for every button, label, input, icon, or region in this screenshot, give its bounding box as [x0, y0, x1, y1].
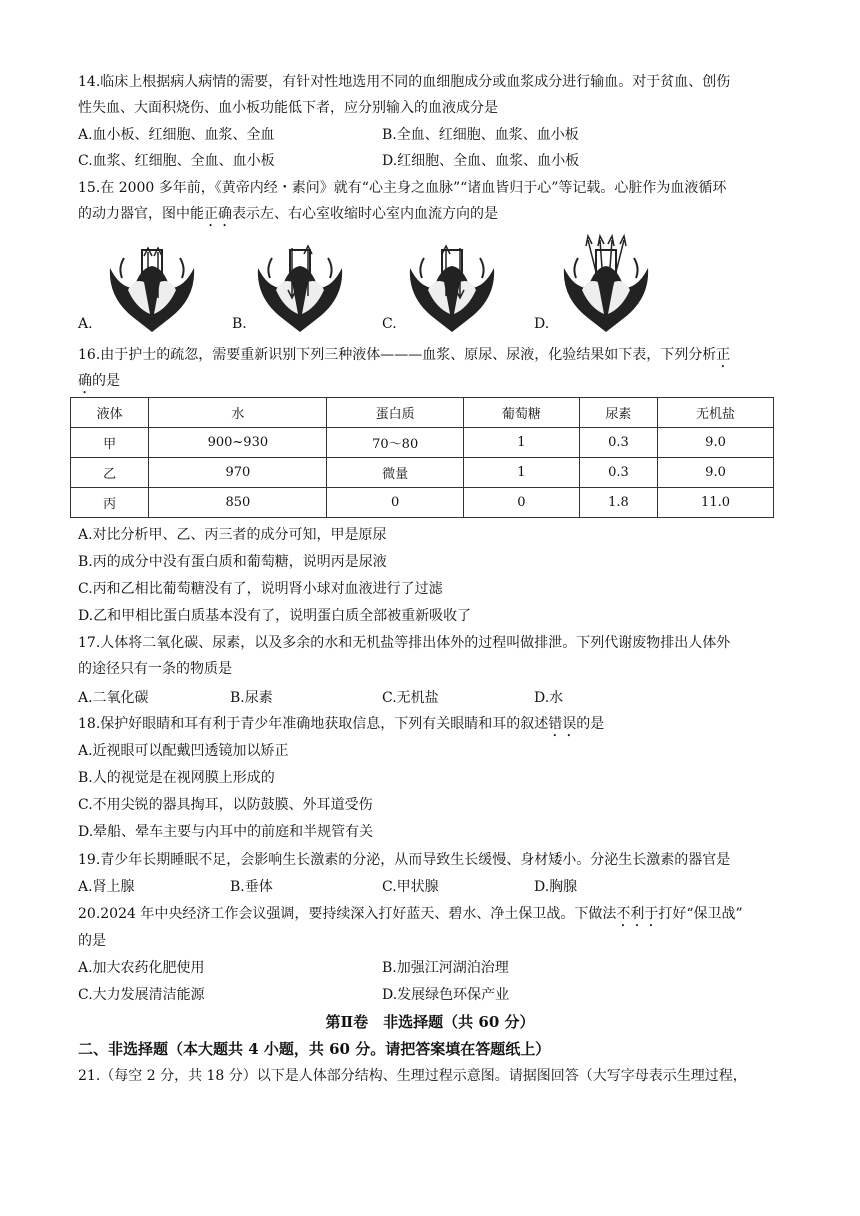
heart-diagram-b	[252, 238, 348, 334]
part2-heading: 二、非选择题（本大题共 4 小题，共 60 分。请把答案填在答题纸上）	[78, 1040, 551, 1058]
heart-diagram-c	[404, 238, 500, 334]
result-table	[70, 397, 774, 518]
figure-label-c: C.	[382, 316, 397, 332]
table-header-cell: 葡萄糖	[463, 398, 579, 428]
table-cell: 11.0	[658, 488, 774, 518]
part2-title: 第Ⅱ卷 非选择题（共 60 分）	[325, 1013, 535, 1031]
table-cell: 9.0	[658, 428, 774, 458]
table-row	[71, 428, 774, 458]
q14-stem-line2: 性失血、大面积烧伤、血小板功能低下者，应分别输入的血液成分是	[78, 100, 498, 116]
table-cell: 0	[327, 488, 463, 518]
q18-option-d: D.晕船、晕车主要与内耳中的前庭和半规管有关	[78, 824, 374, 840]
table-header-cell: 蛋白质	[327, 398, 463, 428]
table-cell: 850	[149, 488, 327, 518]
q18-option-c: C.不用尖锐的器具掏耳，以防鼓膜、外耳道受伤	[78, 797, 373, 813]
table-row	[71, 488, 774, 518]
table-row	[71, 458, 774, 488]
q16-option-d: D.乙和甲相比蛋白质基本没有了，说明蛋白质全部被重新吸收了	[78, 608, 472, 624]
q20-option-a: A.加大农药化肥使用	[78, 960, 205, 976]
q19-option-b: B.垂体	[230, 879, 273, 895]
table-cell: 1.8	[579, 488, 657, 518]
q17-stem-line2: 的途径只有一条的物质是	[78, 661, 232, 677]
emphasis-text: 不利于	[616, 906, 659, 922]
q20-stem-line2: 的是	[78, 933, 106, 949]
q19-option-a: A.肾上腺	[78, 879, 135, 895]
table-header-cell: 水	[149, 398, 327, 428]
q18-stem: 18.保护好眼睛和耳有利于青少年准确地获取信息，下列有关眼睛和耳的叙述错误的是	[78, 716, 605, 732]
q16-option-a: A.对比分析甲、乙、丙三者的成分可知，甲是原尿	[78, 527, 387, 543]
table-cell: 900~930	[149, 428, 327, 458]
table-cell: 70～80	[327, 428, 463, 458]
emphasis-text: 确	[78, 373, 92, 389]
q17-option-a: A.二氧化碳	[78, 690, 149, 706]
q19-option-c: C.甲状腺	[382, 879, 439, 895]
table-cell: 乙	[71, 458, 149, 488]
q15-stem-line1: 15.在 2000 多年前，《黄帝内经・素问》就有“心主身之血脉”“诸血皆归于心”等记载。心脏作为血液循环	[78, 180, 727, 196]
q14-stem-line1: 14.临床上根据病人病情的需要，有针对性地选用不同的血细胞成分或血浆成分进行输血。对于贫血、创伤	[78, 74, 731, 90]
q16-stem-line1: 16.由于护士的疏忽，需要重新识别下列三种液体———血浆、原尿、尿液，化验结果如下表，下列分析正	[78, 347, 731, 363]
figure-label-d: D.	[534, 316, 550, 332]
q21-stem: 21.（每空 2 分，共 18 分）以下是人体部分结构、生理过程示意图。请据图回答（大写字母表示生理过程，	[78, 1068, 747, 1084]
table-header-cell: 无机盐	[658, 398, 774, 428]
heart-diagram-a	[104, 238, 200, 334]
emphasis-text: 正	[716, 347, 731, 363]
q17-option-c: C.无机盐	[382, 690, 439, 706]
emphasis-text: 正确	[204, 206, 232, 222]
figure-label-b: B.	[232, 316, 247, 332]
figure-label-a: A.	[78, 316, 93, 332]
q20-option-d: D.发展绿色环保产业	[382, 987, 510, 1003]
table-cell: 0.3	[579, 458, 657, 488]
q19-stem: 19.青少年长期睡眠不足，会影响生长激素的分泌，从而导致生长缓慢、身材矮小。分泌生长激素的器官是	[78, 852, 731, 868]
table-header-cell: 尿素	[579, 398, 657, 428]
q16-option-b: B.丙的成分中没有蛋白质和葡萄糖，说明丙是尿液	[78, 554, 387, 570]
table-header-row	[71, 398, 774, 428]
table-cell: 微量	[327, 458, 463, 488]
table-header-cell: 液体	[71, 398, 149, 428]
q16-stem-line2: 确的是	[78, 373, 120, 389]
table-cell: 0.3	[579, 428, 657, 458]
table-cell: 甲	[71, 428, 149, 458]
q17-stem-line1: 17.人体将二氧化碳、尿素，以及多余的水和无机盐等排出体外的过程叫做排泄。下列代谢废物排出人体外	[78, 635, 731, 651]
q14-option-a: A.血小板、红细胞、血浆、全血	[78, 127, 275, 143]
heart-diagram-d	[558, 232, 654, 334]
q16-option-c: C.丙和乙相比葡萄糖没有了，说明肾小球对血液进行了过滤	[78, 581, 443, 597]
q20-option-b: B.加强江河湖泊治理	[382, 960, 509, 976]
table-cell: 1	[463, 428, 579, 458]
q15-stem-line2: 的动力器官，图中能正确表示左、右心室收缩时心室内血流方向的是	[78, 206, 498, 222]
q14-option-b: B.全血、红细胞、血浆、血小板	[382, 127, 579, 143]
table-cell: 9.0	[658, 458, 774, 488]
q18-option-a: A.近视眼可以配戴凹透镜加以矫正	[78, 743, 289, 759]
table-cell: 丙	[71, 488, 149, 518]
q17-option-b: B.尿素	[230, 690, 273, 706]
q14-option-c: C.血浆、红细胞、全血、血小板	[78, 153, 275, 169]
q19-option-d: D.胸腺	[534, 879, 578, 895]
q20-stem-line1: 20.2024 年中央经济工作会议强调，要持续深入打好蓝天、碧水、净土保卫战。下做法不利于打好“保卫战”	[78, 906, 743, 922]
q18-option-b: B.人的视觉是在视网膜上形成的	[78, 770, 275, 786]
q14-option-d: D.红细胞、全血、血浆、血小板	[382, 153, 580, 169]
table-cell: 0	[463, 488, 579, 518]
table-cell: 970	[149, 458, 327, 488]
table-cell: 1	[463, 458, 579, 488]
emphasis-text: 错误	[548, 716, 577, 732]
q20-option-c: C.大力发展清洁能源	[78, 987, 205, 1003]
q17-option-d: D.水	[534, 690, 564, 706]
